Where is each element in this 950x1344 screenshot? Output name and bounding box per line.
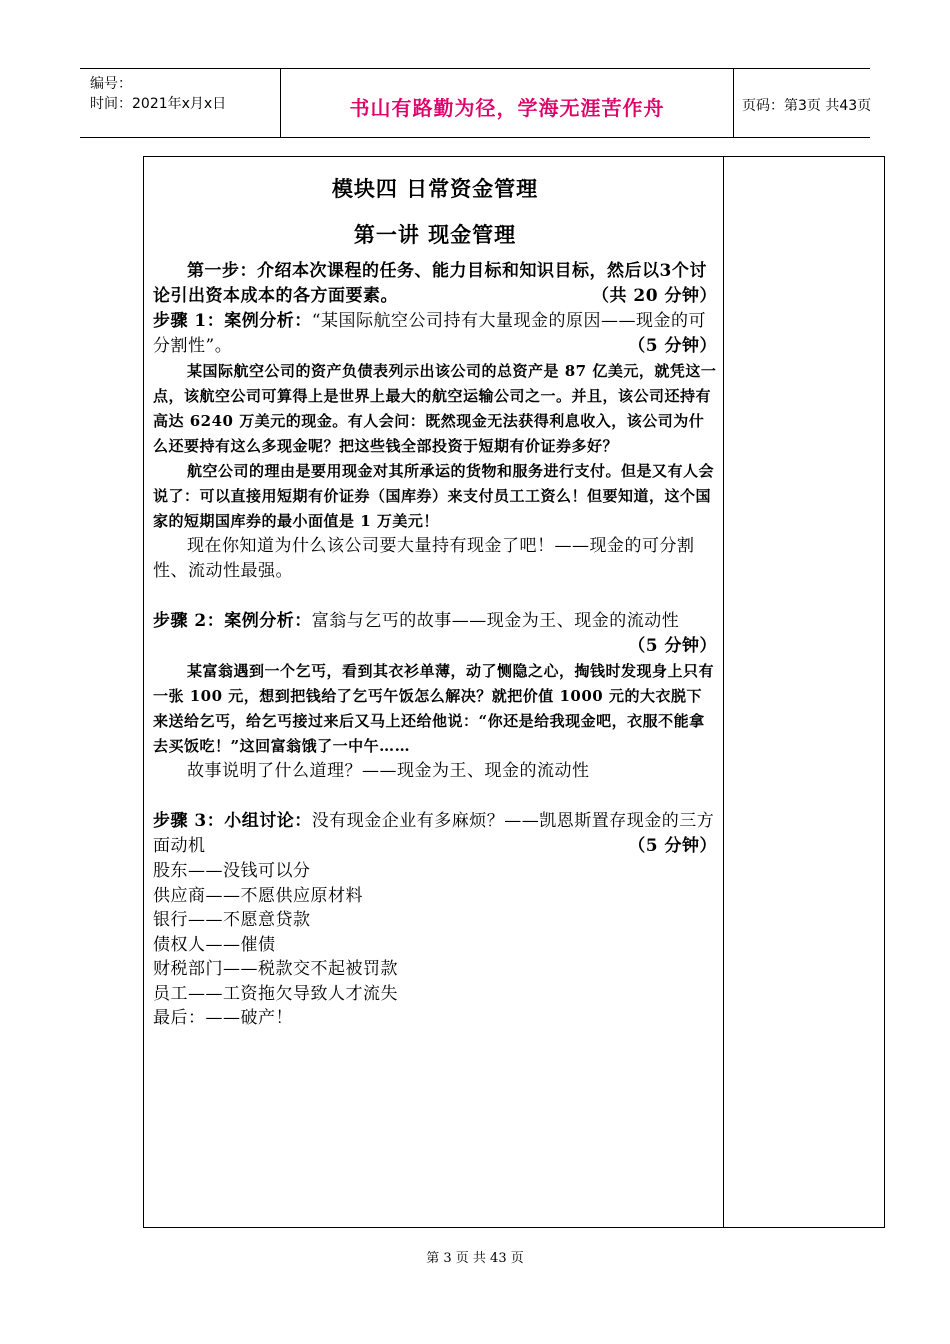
header-meta-cell bbox=[80, 69, 280, 137]
list-item: 供应商——不愿供应原材料 bbox=[153, 885, 363, 906]
step2-heading bbox=[153, 609, 717, 656]
module-title: 模块四 日常资金管理 bbox=[331, 176, 539, 201]
step2-text: 富翁与乞丐的故事——现金为王、现金的流动性 bbox=[311, 611, 680, 631]
page-header bbox=[80, 68, 870, 138]
step3-time: （5 分钟） bbox=[628, 836, 717, 856]
column-divider bbox=[723, 157, 724, 1227]
step2-case-paragraph: 某富翁遇到一个乞丐，看到其衣衫单薄，动了恻隐之心，掏钱时发现身上只有一张 100 元，想到把钱给了乞丐午饭怎么解决？就把价值 1000 元的大衣脱下来送给乞丐，给乞丐接过来后又马上还给他说：“你还是给我现金吧，衣服不能拿去买饭吃！”这回富翁饿了一中午…… bbox=[153, 662, 715, 755]
lesson-table bbox=[143, 156, 885, 1228]
step0-paragraph bbox=[153, 259, 717, 309]
lecture-title: 第一讲 现金管理 bbox=[353, 222, 517, 247]
header-motto-cell bbox=[280, 69, 734, 137]
list-item: 股东——没钱可以分 bbox=[153, 861, 311, 881]
step3-label: 步骤 3：小组讨论： bbox=[153, 811, 312, 831]
document-number: 编号： bbox=[90, 76, 132, 92]
step2-time: （5 分钟） bbox=[628, 636, 717, 656]
step2-label: 步骤 2：案例分析： bbox=[153, 611, 312, 631]
lesson-content bbox=[153, 173, 717, 1031]
step3-heading bbox=[153, 809, 717, 859]
step0-text: 第一步：介绍本次课程的任务、能力目标和知识目标，然后以3个讨论引出资本成本的各方面要素。 bbox=[153, 261, 707, 306]
list-item: 员工——工资拖欠导致人才流失 bbox=[153, 983, 398, 1004]
list-item: 银行——不愿意贷款 bbox=[153, 910, 311, 930]
step1-conclusion: 现在你知道为什么该公司要大量持有现金了吧！——现金的可分割性、流动性最强。 bbox=[153, 536, 695, 581]
step1-case-paragraph-1: 某国际航空公司的资产负债表列示出该公司的总资产是 87 亿美元，就凭这一点，该航空公司可算得上是世界上最大的航空运输公司之一。并且，该公司还持有高达 6240 万美元的现金。有人会问：既然现金无法获得利息收入，该公司为什么还要持有这么多现金呢？把这些钱全部投资于短期有价证券多好？ bbox=[153, 362, 717, 455]
list-item: 财税部门——税款交不起被罚款 bbox=[153, 959, 398, 979]
document-date: 时间：2021年x月x日 bbox=[90, 96, 227, 112]
step1-case-paragraph-2: 航空公司的理由是要用现金对其所承运的货物和服务进行支付。但是又有人会说了：可以直接用短期有价证券（国库券）来支付员工工资么！但要知道，这个国家的短期国库券的最小面值是 1 万美元！ bbox=[153, 462, 715, 530]
stakeholder-list bbox=[153, 859, 717, 1031]
step0-time: （共 20 分钟） bbox=[592, 286, 717, 306]
page-footer: 第 3 页 共 43 页 bbox=[426, 1251, 524, 1266]
page-indicator: 页码：第3页 共43页 bbox=[742, 98, 872, 114]
step3-text: 没有现金企业有多麻烦？——凯恩斯置存现金的三方面动机 bbox=[153, 811, 715, 856]
header-page-cell bbox=[732, 69, 870, 137]
list-item: 最后：——破产！ bbox=[153, 1008, 293, 1028]
step1-label: 步骤 1：案例分析： bbox=[153, 311, 312, 331]
list-item: 债权人——催债 bbox=[153, 934, 276, 955]
step1-time: （5 分钟） bbox=[628, 336, 717, 356]
step1-text: “某国际航空公司持有大量现金的原因——现金的可分割性”。 bbox=[153, 311, 706, 356]
step1-heading bbox=[153, 309, 717, 359]
step2-conclusion: 故事说明了什么道理？——现金为王、现金的流动性 bbox=[187, 761, 590, 781]
motto-text: 书山有路勤为径，学海无涯苦作舟 bbox=[349, 96, 665, 120]
